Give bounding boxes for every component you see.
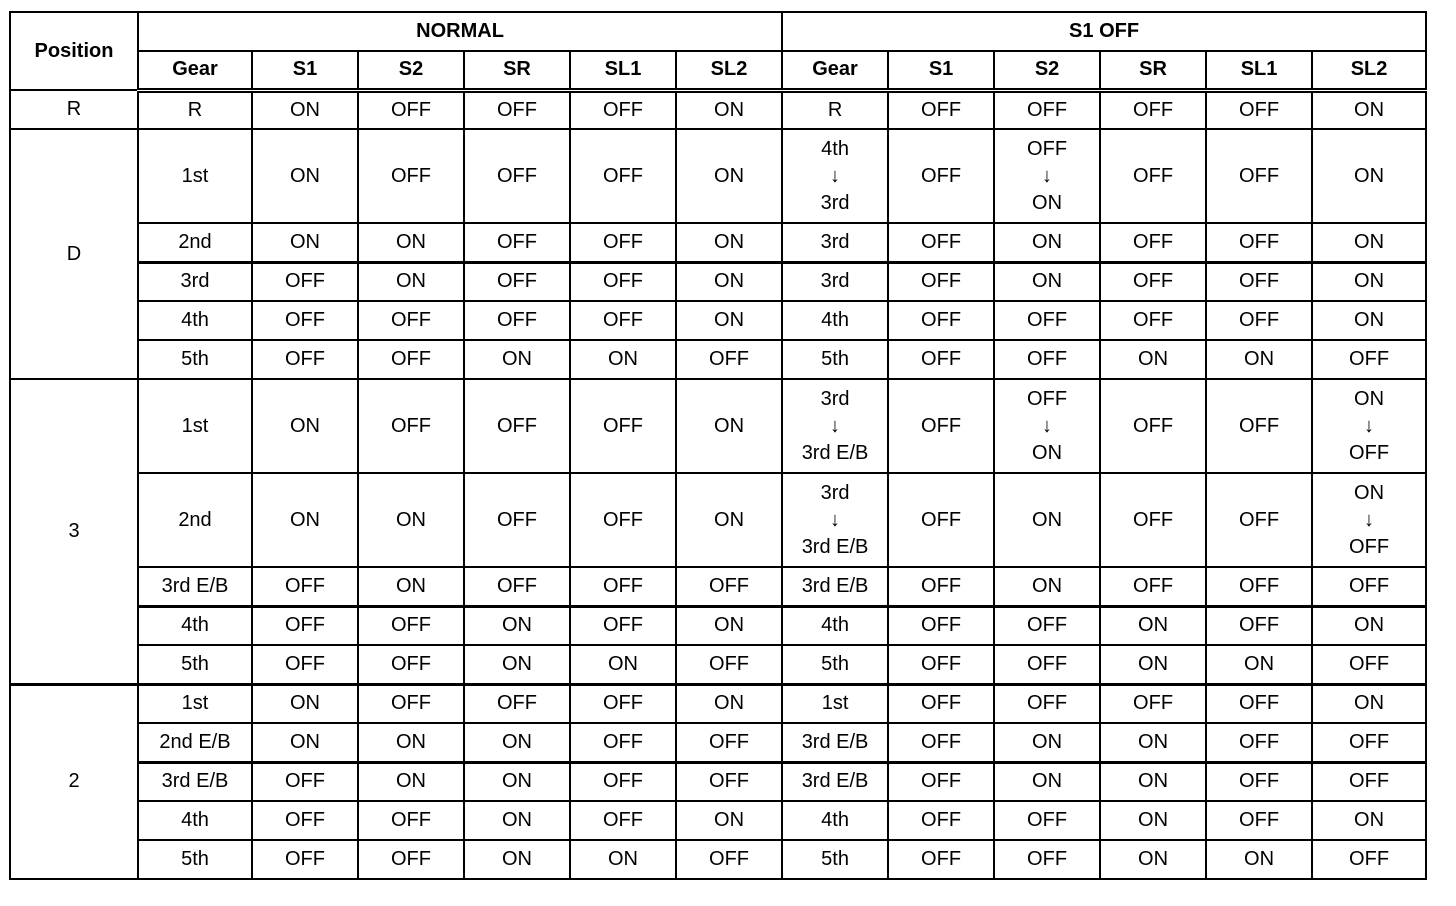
solenoid-state-cell: OFF bbox=[1206, 567, 1312, 606]
column-header-s1off-sl1: SL1 bbox=[1206, 51, 1312, 90]
solenoid-state-cell: ON bbox=[1312, 606, 1426, 645]
solenoid-state-cell: OFF bbox=[1100, 379, 1206, 473]
table-row bbox=[10, 340, 1426, 379]
solenoid-state-cell: OFF bbox=[1100, 567, 1206, 606]
solenoid-state-cell: OFF bbox=[1206, 762, 1312, 801]
solenoid-state-cell: OFF bbox=[888, 223, 994, 262]
solenoid-state-cell: OFF bbox=[570, 301, 676, 340]
column-header-normal-sr: SR bbox=[464, 51, 570, 90]
solenoid-state-cell: ON bbox=[570, 340, 676, 379]
table-row bbox=[10, 379, 1426, 473]
solenoid-state-cell: OFF bbox=[1206, 801, 1312, 840]
solenoid-state-cell: ON bbox=[464, 801, 570, 840]
gear-cell: 3rd ↓ 3rd E/B bbox=[782, 473, 888, 567]
solenoid-state-cell: OFF bbox=[1100, 129, 1206, 223]
solenoid-state-cell: ON bbox=[464, 723, 570, 762]
solenoid-state-cell: OFF bbox=[1312, 840, 1426, 879]
gear-cell: 4th bbox=[138, 606, 252, 645]
gear-cell: 4th bbox=[782, 606, 888, 645]
solenoid-state-cell: OFF bbox=[252, 262, 358, 301]
gear-cell: 1st bbox=[782, 684, 888, 723]
gear-cell: R bbox=[782, 90, 888, 129]
position-cell: 3 bbox=[10, 379, 138, 684]
gear-cell: 3rd bbox=[138, 262, 252, 301]
solenoid-state-cell: ON ↓ OFF bbox=[1312, 473, 1426, 567]
solenoid-state-cell: OFF bbox=[1100, 223, 1206, 262]
solenoid-state-cell: OFF bbox=[358, 606, 464, 645]
solenoid-state-cell: OFF ↓ ON bbox=[994, 379, 1100, 473]
solenoid-state-cell: OFF bbox=[888, 340, 994, 379]
solenoid-state-cell: ON bbox=[676, 223, 782, 262]
gear-cell: 4th bbox=[138, 801, 252, 840]
solenoid-state-cell: OFF bbox=[570, 723, 676, 762]
solenoid-state-cell: OFF bbox=[464, 379, 570, 473]
table-row bbox=[10, 762, 1426, 801]
solenoid-state-cell: ON bbox=[252, 223, 358, 262]
column-header-normal-gear: Gear bbox=[138, 51, 252, 90]
solenoid-state-cell: ON bbox=[1206, 340, 1312, 379]
solenoid-state-cell: OFF bbox=[888, 723, 994, 762]
column-header-s1off-gear: Gear bbox=[782, 51, 888, 90]
solenoid-state-cell: ON bbox=[994, 762, 1100, 801]
solenoid-state-cell: OFF ↓ ON bbox=[994, 129, 1100, 223]
gear-cell: 5th bbox=[138, 645, 252, 684]
solenoid-state-cell: ON bbox=[1100, 801, 1206, 840]
solenoid-state-cell: OFF bbox=[252, 840, 358, 879]
solenoid-state-cell: OFF bbox=[994, 340, 1100, 379]
shift-solenoid-table bbox=[9, 11, 1427, 880]
solenoid-state-cell: ON bbox=[464, 340, 570, 379]
solenoid-state-cell: ON bbox=[1100, 606, 1206, 645]
solenoid-state-cell: ON bbox=[570, 645, 676, 684]
gear-cell: 2nd bbox=[138, 223, 252, 262]
gear-cell: 1st bbox=[138, 129, 252, 223]
solenoid-state-cell: OFF bbox=[1312, 723, 1426, 762]
solenoid-state-cell: ON bbox=[1206, 645, 1312, 684]
solenoid-state-cell: ON bbox=[676, 473, 782, 567]
solenoid-state-cell: ON bbox=[1100, 340, 1206, 379]
solenoid-state-cell: OFF bbox=[676, 840, 782, 879]
solenoid-state-cell: OFF bbox=[464, 301, 570, 340]
gear-cell: 4th bbox=[782, 301, 888, 340]
table-row bbox=[10, 801, 1426, 840]
solenoid-state-cell: OFF bbox=[358, 645, 464, 684]
solenoid-state-cell: OFF bbox=[888, 645, 994, 684]
solenoid-state-cell: OFF bbox=[570, 379, 676, 473]
position-cell: 2 bbox=[10, 684, 138, 879]
solenoid-state-cell: OFF bbox=[1100, 684, 1206, 723]
solenoid-state-cell: OFF bbox=[676, 645, 782, 684]
solenoid-state-cell: OFF bbox=[888, 762, 994, 801]
solenoid-state-cell: OFF bbox=[1206, 723, 1312, 762]
gear-cell: 2nd E/B bbox=[138, 723, 252, 762]
table-row bbox=[10, 262, 1426, 301]
solenoid-state-cell: OFF bbox=[888, 262, 994, 301]
solenoid-state-cell: OFF bbox=[1312, 567, 1426, 606]
solenoid-state-cell: OFF bbox=[888, 473, 994, 567]
gear-cell: 5th bbox=[138, 840, 252, 879]
solenoid-state-cell: OFF bbox=[358, 129, 464, 223]
gear-cell: 5th bbox=[138, 340, 252, 379]
gear-cell: 5th bbox=[782, 840, 888, 879]
solenoid-state-cell: OFF bbox=[888, 840, 994, 879]
gear-cell: 5th bbox=[782, 645, 888, 684]
solenoid-state-cell: OFF bbox=[570, 684, 676, 723]
solenoid-state-cell: OFF bbox=[1206, 473, 1312, 567]
solenoid-state-cell: OFF bbox=[464, 90, 570, 129]
solenoid-state-cell: OFF bbox=[994, 840, 1100, 879]
solenoid-state-cell: ON bbox=[252, 723, 358, 762]
solenoid-state-cell: OFF bbox=[1312, 762, 1426, 801]
solenoid-state-cell: ON bbox=[252, 473, 358, 567]
column-header-s1off-sr: SR bbox=[1100, 51, 1206, 90]
gear-cell: 3rd bbox=[782, 223, 888, 262]
solenoid-state-cell: OFF bbox=[358, 379, 464, 473]
solenoid-state-cell: OFF bbox=[1100, 473, 1206, 567]
solenoid-state-cell: ON bbox=[358, 223, 464, 262]
solenoid-state-cell: OFF bbox=[888, 801, 994, 840]
solenoid-state-cell: OFF bbox=[464, 684, 570, 723]
solenoid-state-cell: ON bbox=[1100, 645, 1206, 684]
solenoid-state-cell: ON bbox=[994, 223, 1100, 262]
solenoid-state-cell: ON bbox=[1312, 801, 1426, 840]
solenoid-state-cell: OFF bbox=[252, 301, 358, 340]
solenoid-state-cell: OFF bbox=[888, 90, 994, 129]
solenoid-state-cell: ON bbox=[358, 723, 464, 762]
solenoid-state-cell: ON bbox=[994, 473, 1100, 567]
solenoid-state-cell: OFF bbox=[1100, 301, 1206, 340]
solenoid-state-cell: OFF bbox=[358, 90, 464, 129]
position-cell: D bbox=[10, 129, 138, 379]
gear-cell: 4th ↓ 3rd bbox=[782, 129, 888, 223]
solenoid-state-cell: ON bbox=[464, 762, 570, 801]
solenoid-state-cell: ON bbox=[358, 762, 464, 801]
solenoid-state-cell: OFF bbox=[252, 801, 358, 840]
solenoid-state-cell: OFF bbox=[358, 801, 464, 840]
solenoid-state-cell: ON bbox=[676, 379, 782, 473]
gear-cell: 3rd E/B bbox=[782, 723, 888, 762]
column-header-normal-s2: S2 bbox=[358, 51, 464, 90]
gear-cell: 3rd ↓ 3rd E/B bbox=[782, 379, 888, 473]
solenoid-state-cell: OFF bbox=[888, 684, 994, 723]
solenoid-state-cell: OFF bbox=[570, 567, 676, 606]
solenoid-state-cell: OFF bbox=[888, 606, 994, 645]
solenoid-state-cell: OFF bbox=[1206, 379, 1312, 473]
solenoid-state-cell: OFF bbox=[358, 684, 464, 723]
solenoid-state-cell: ON bbox=[464, 645, 570, 684]
solenoid-state-cell: OFF bbox=[994, 684, 1100, 723]
solenoid-state-cell: OFF bbox=[570, 801, 676, 840]
solenoid-state-cell: OFF bbox=[252, 606, 358, 645]
solenoid-state-cell: OFF bbox=[676, 340, 782, 379]
solenoid-state-cell: ON bbox=[252, 684, 358, 723]
solenoid-state-cell: OFF bbox=[888, 379, 994, 473]
solenoid-state-cell: ON bbox=[1312, 684, 1426, 723]
solenoid-state-cell: ON bbox=[1312, 90, 1426, 129]
table-row bbox=[10, 567, 1426, 606]
solenoid-state-cell: ON bbox=[676, 129, 782, 223]
table-row bbox=[10, 606, 1426, 645]
solenoid-state-cell: OFF bbox=[994, 606, 1100, 645]
solenoid-state-cell: OFF bbox=[1206, 90, 1312, 129]
solenoid-state-cell: ON bbox=[252, 90, 358, 129]
solenoid-state-cell: OFF bbox=[464, 129, 570, 223]
gear-cell: 3rd E/B bbox=[782, 762, 888, 801]
solenoid-state-cell: OFF bbox=[1206, 606, 1312, 645]
solenoid-state-cell: ON bbox=[676, 262, 782, 301]
solenoid-state-cell: OFF bbox=[358, 840, 464, 879]
solenoid-state-cell: OFF bbox=[1100, 90, 1206, 129]
position-cell: R bbox=[10, 90, 138, 129]
solenoid-state-cell: ON bbox=[358, 262, 464, 301]
gear-cell: 2nd bbox=[138, 473, 252, 567]
solenoid-state-cell: OFF bbox=[1312, 340, 1426, 379]
solenoid-state-cell: OFF bbox=[888, 567, 994, 606]
solenoid-state-cell: OFF bbox=[464, 223, 570, 262]
solenoid-state-cell: OFF bbox=[464, 567, 570, 606]
gear-cell: 3rd bbox=[782, 262, 888, 301]
solenoid-state-cell: OFF bbox=[570, 90, 676, 129]
column-header-normal-s1: S1 bbox=[252, 51, 358, 90]
solenoid-state-cell: ON bbox=[358, 567, 464, 606]
solenoid-state-cell: OFF bbox=[570, 762, 676, 801]
column-header-normal-sl1: SL1 bbox=[570, 51, 676, 90]
table-row bbox=[10, 223, 1426, 262]
solenoid-state-cell: ON bbox=[1100, 840, 1206, 879]
solenoid-state-cell: OFF bbox=[570, 473, 676, 567]
solenoid-state-cell: OFF bbox=[252, 645, 358, 684]
solenoid-state-cell: ON bbox=[676, 90, 782, 129]
solenoid-state-cell: OFF bbox=[676, 723, 782, 762]
solenoid-state-cell: ON bbox=[252, 379, 358, 473]
solenoid-state-cell: OFF bbox=[358, 301, 464, 340]
column-header-normal-sl2: SL2 bbox=[676, 51, 782, 90]
solenoid-state-cell: ON bbox=[994, 567, 1100, 606]
table-row bbox=[10, 645, 1426, 684]
solenoid-state-cell: OFF bbox=[1206, 129, 1312, 223]
position-header: Position bbox=[10, 12, 138, 90]
table-row bbox=[10, 129, 1426, 223]
gear-cell: R bbox=[138, 90, 252, 129]
column-header-row bbox=[10, 51, 1426, 90]
gear-cell: 3rd E/B bbox=[138, 762, 252, 801]
table-row bbox=[10, 473, 1426, 567]
solenoid-state-cell: ON bbox=[994, 262, 1100, 301]
solenoid-state-cell: OFF bbox=[994, 801, 1100, 840]
gear-cell: 1st bbox=[138, 379, 252, 473]
solenoid-state-cell: ON bbox=[1206, 840, 1312, 879]
solenoid-state-cell: ON bbox=[1100, 762, 1206, 801]
column-header-s1off-s2: S2 bbox=[994, 51, 1100, 90]
solenoid-state-cell: ON bbox=[1312, 223, 1426, 262]
column-header-s1off-sl2: SL2 bbox=[1312, 51, 1426, 90]
solenoid-state-cell: OFF bbox=[570, 129, 676, 223]
solenoid-state-cell: ON bbox=[676, 684, 782, 723]
solenoid-state-cell: ON bbox=[676, 301, 782, 340]
solenoid-state-cell: ON bbox=[676, 801, 782, 840]
column-header-s1off-s1: S1 bbox=[888, 51, 994, 90]
solenoid-state-cell: OFF bbox=[252, 340, 358, 379]
solenoid-state-cell: ON bbox=[464, 840, 570, 879]
solenoid-state-cell: OFF bbox=[676, 567, 782, 606]
solenoid-state-cell: OFF bbox=[888, 129, 994, 223]
solenoid-state-cell: OFF bbox=[1206, 301, 1312, 340]
solenoid-state-cell: OFF bbox=[994, 645, 1100, 684]
solenoid-state-cell: ON bbox=[1312, 129, 1426, 223]
solenoid-state-cell: OFF bbox=[676, 762, 782, 801]
table-body bbox=[10, 90, 1426, 879]
solenoid-state-cell: OFF bbox=[1312, 645, 1426, 684]
gear-cell: 3rd E/B bbox=[782, 567, 888, 606]
solenoid-state-cell: OFF bbox=[994, 301, 1100, 340]
table-row bbox=[10, 90, 1426, 129]
gear-cell: 4th bbox=[138, 301, 252, 340]
gear-cell: 3rd E/B bbox=[138, 567, 252, 606]
gear-cell: 4th bbox=[782, 801, 888, 840]
table-row bbox=[10, 301, 1426, 340]
solenoid-state-cell: ON bbox=[358, 473, 464, 567]
s1-off-header: S1 OFF bbox=[782, 12, 1426, 51]
solenoid-state-cell: ON bbox=[676, 606, 782, 645]
solenoid-state-cell: OFF bbox=[570, 223, 676, 262]
gear-cell: 5th bbox=[782, 340, 888, 379]
table-row bbox=[10, 723, 1426, 762]
solenoid-state-cell: OFF bbox=[1206, 684, 1312, 723]
solenoid-state-cell: OFF bbox=[1100, 262, 1206, 301]
solenoid-state-cell: ON bbox=[994, 723, 1100, 762]
gear-cell: 1st bbox=[138, 684, 252, 723]
solenoid-state-cell: OFF bbox=[252, 762, 358, 801]
solenoid-state-cell: OFF bbox=[1206, 262, 1312, 301]
solenoid-state-cell: OFF bbox=[888, 301, 994, 340]
solenoid-state-cell: ON bbox=[1100, 723, 1206, 762]
solenoid-state-cell: ON ↓ OFF bbox=[1312, 379, 1426, 473]
normal-header: NORMAL bbox=[138, 12, 782, 51]
solenoid-state-cell: OFF bbox=[570, 262, 676, 301]
solenoid-state-cell: OFF bbox=[994, 90, 1100, 129]
solenoid-state-cell: ON bbox=[252, 129, 358, 223]
table-row bbox=[10, 684, 1426, 723]
solenoid-state-cell: ON bbox=[1312, 262, 1426, 301]
solenoid-state-cell: OFF bbox=[570, 606, 676, 645]
solenoid-state-cell: OFF bbox=[1206, 223, 1312, 262]
solenoid-state-cell: ON bbox=[570, 840, 676, 879]
solenoid-state-cell: OFF bbox=[464, 262, 570, 301]
solenoid-state-cell: ON bbox=[1312, 301, 1426, 340]
solenoid-state-cell: OFF bbox=[252, 567, 358, 606]
solenoid-state-cell: OFF bbox=[358, 340, 464, 379]
solenoid-state-cell: ON bbox=[464, 606, 570, 645]
table-row bbox=[10, 840, 1426, 879]
solenoid-state-cell: OFF bbox=[464, 473, 570, 567]
